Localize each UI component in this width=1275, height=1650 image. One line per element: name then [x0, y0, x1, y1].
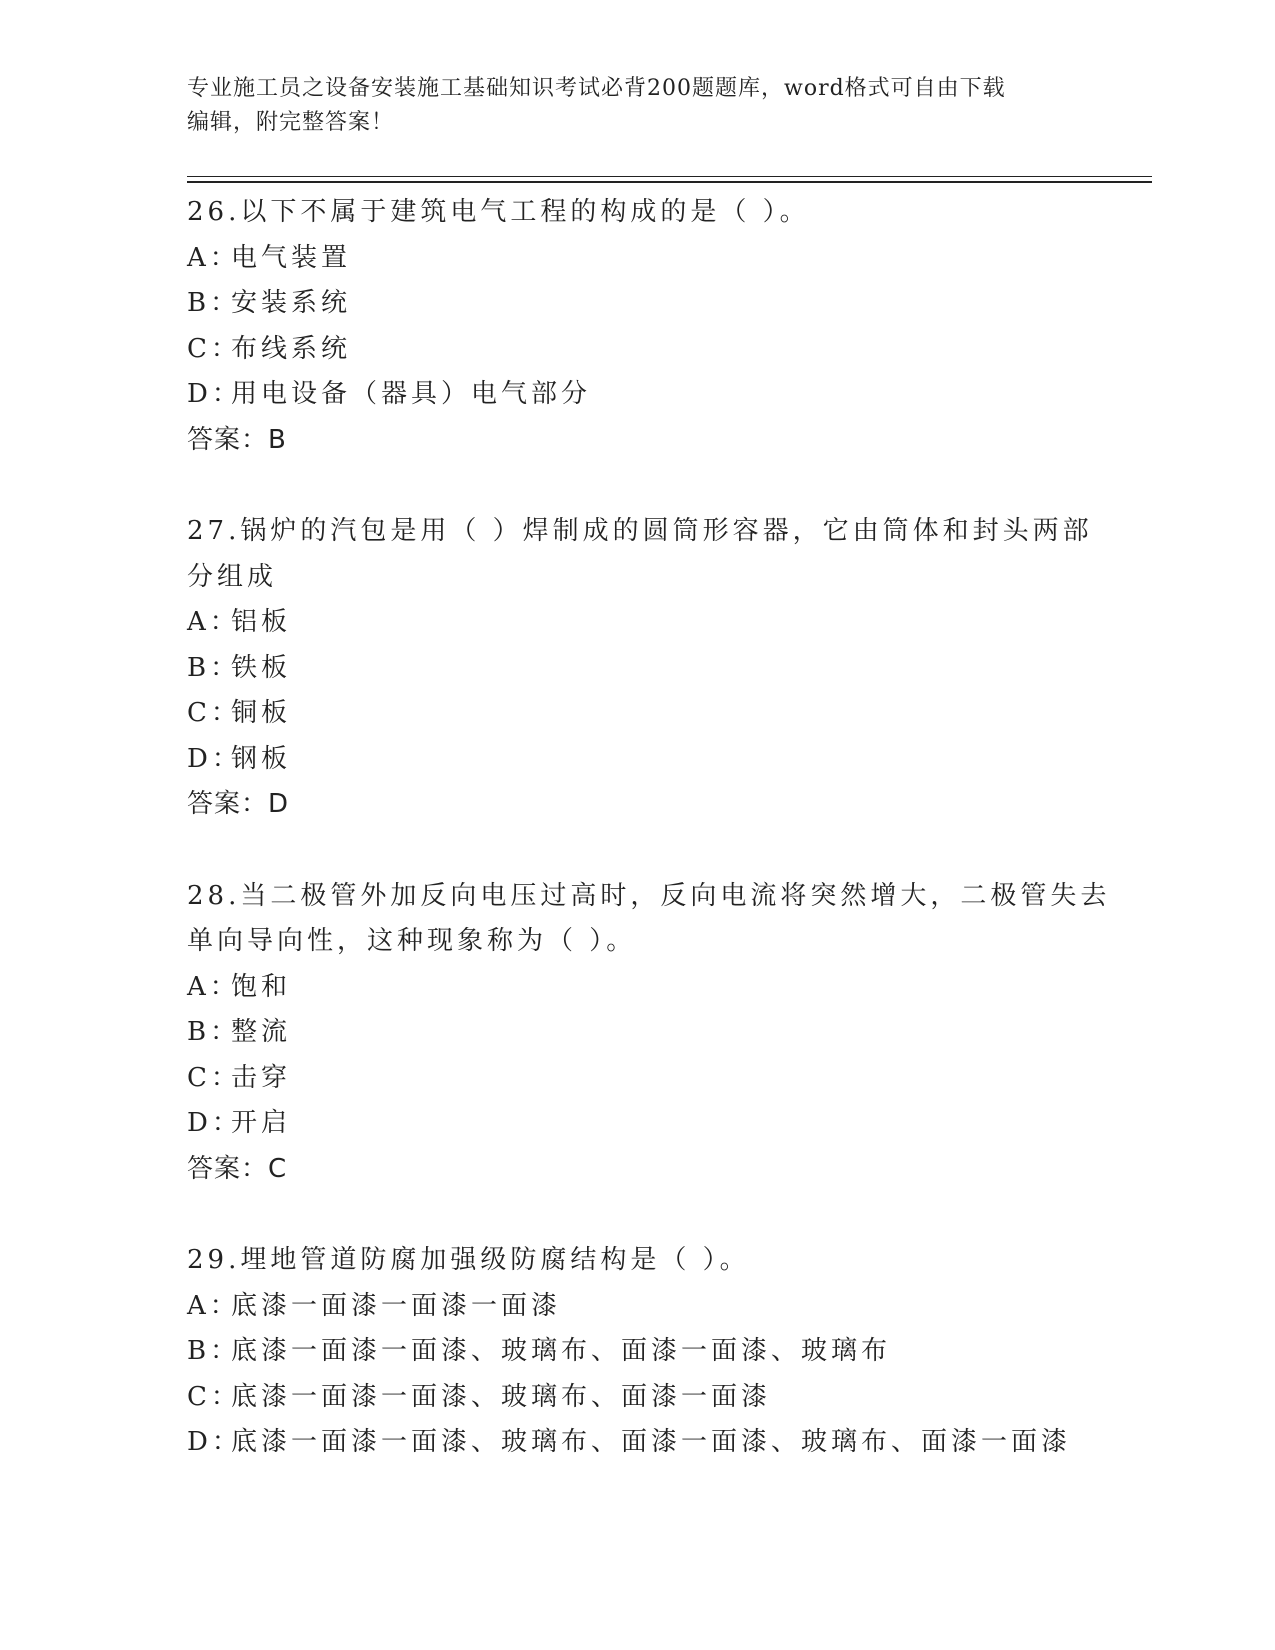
- question-stem-continued: 分组成: [187, 561, 278, 592]
- option-d: [187, 1420, 1087, 1466]
- option-d: [187, 737, 1087, 783]
- option-text: 布线系统: [231, 333, 352, 364]
- answer: 答案：D: [187, 789, 290, 819]
- option-text: 铝板: [231, 607, 292, 637]
- option-text: 开启: [231, 1108, 292, 1138]
- option-a: [187, 965, 1087, 1011]
- option-letter: B：: [187, 652, 241, 683]
- option-text: 钢板: [231, 743, 292, 774]
- option-letter: A：: [187, 1290, 240, 1321]
- header-line-1: 专业施工员之设备安装施工基础知识考试必背200题题库，word格式可自由下载: [187, 76, 1006, 101]
- option-a: [187, 600, 1087, 646]
- option-d: [187, 372, 1087, 418]
- option-text: 安装系统: [231, 288, 352, 318]
- option-text: 击穿: [231, 1062, 292, 1093]
- option-letter: A：: [187, 971, 240, 1002]
- question-stem: 27.锅炉的汽包是用（ ）焊制成的圆筒形容器，它由筒体和封头两部: [187, 516, 1093, 546]
- option-text: 铜板: [231, 698, 292, 728]
- option-b: [187, 1329, 1087, 1375]
- question-stem: 29.埋地管道防腐加强级防腐结构是（ ）。: [187, 1245, 750, 1275]
- option-a: [187, 1284, 1087, 1330]
- question-26: [187, 190, 1087, 463]
- question-29: [187, 1238, 1087, 1466]
- option-letter: A：: [187, 607, 240, 637]
- option-b: [187, 1010, 1087, 1056]
- option-c: [187, 691, 1087, 737]
- question-27: [187, 509, 1093, 828]
- document-header: [187, 72, 1087, 140]
- option-c: [187, 1056, 1087, 1102]
- option-text: 饱和: [231, 971, 292, 1002]
- option-b: [187, 646, 1087, 692]
- option-letter: C：: [187, 333, 241, 364]
- option-text: 底漆一面漆一面漆、玻璃布、面漆一面漆、玻璃布: [231, 1336, 892, 1366]
- option-c: [187, 1375, 1087, 1421]
- option-letter: A：: [187, 242, 240, 273]
- option-text: 铁板: [231, 652, 292, 683]
- option-letter: D：: [187, 1108, 242, 1138]
- header-divider-thin: [187, 176, 1152, 177]
- option-text: 电气装置: [231, 242, 352, 273]
- answer: 答案：C: [187, 1153, 288, 1184]
- header-divider-thick: [187, 181, 1152, 183]
- option-b: [187, 281, 1087, 327]
- question-28: [187, 874, 1111, 1193]
- option-letter: B：: [187, 1336, 241, 1366]
- option-letter: B：: [187, 1017, 241, 1047]
- option-c: [187, 327, 1087, 373]
- option-letter: D：: [187, 1427, 242, 1457]
- option-letter: C：: [187, 698, 241, 728]
- question-stem: 28.当二极管外加反向电压过高时，反向电流将突然增大，二极管失去: [187, 880, 1111, 911]
- option-letter: C：: [187, 1381, 241, 1412]
- question-list: [187, 190, 1111, 1512]
- question-stem: 26.以下不属于建筑电气工程的构成的是（ ）。: [187, 197, 810, 227]
- answer: 答案：B: [187, 424, 287, 455]
- option-letter: D：: [187, 379, 242, 409]
- question-stem-continued: 单向导向性，这种现象称为（ ）。: [187, 926, 637, 956]
- header-line-2: 编辑，附完整答案！: [187, 110, 395, 135]
- option-letter: B：: [187, 288, 241, 318]
- option-text: 用电设备（器具）电气部分: [231, 379, 592, 409]
- option-d: [187, 1101, 1087, 1147]
- option-text: 整流: [231, 1017, 292, 1047]
- option-letter: D：: [187, 743, 242, 774]
- option-text: 底漆一面漆一面漆、玻璃布、面漆一面漆、玻璃布、面漆一面漆: [231, 1427, 1072, 1457]
- option-a: [187, 236, 1087, 282]
- option-letter: C：: [187, 1062, 241, 1093]
- option-text: 底漆一面漆一面漆、玻璃布、面漆一面漆: [231, 1381, 772, 1412]
- option-text: 底漆一面漆一面漆一面漆: [231, 1290, 562, 1321]
